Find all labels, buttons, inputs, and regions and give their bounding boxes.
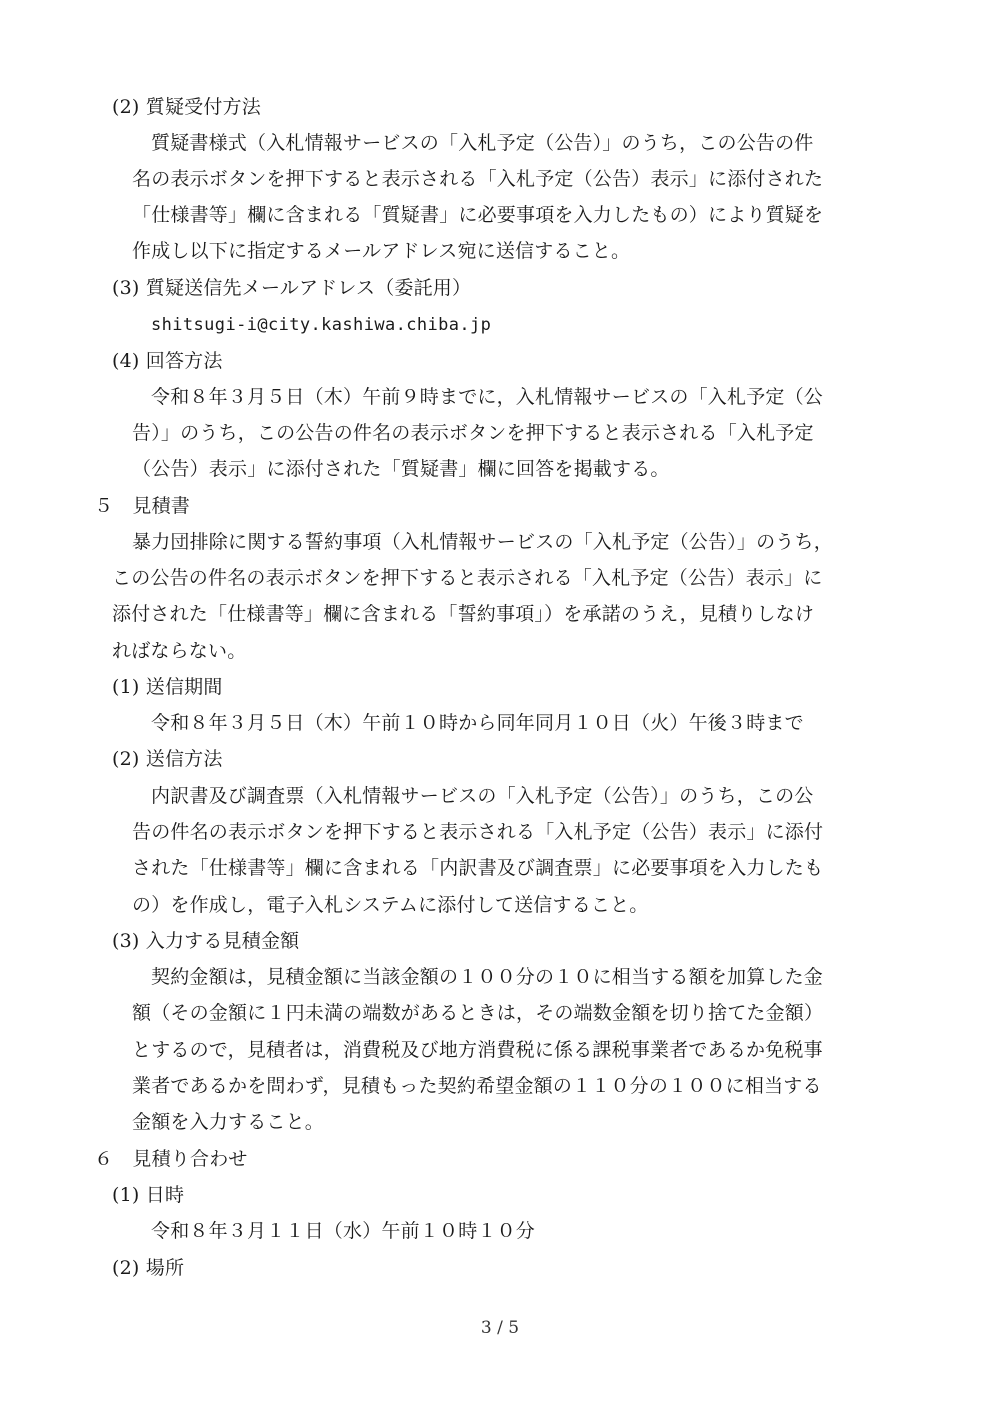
paragraph-line: 「仕様書等」欄に含まれる「質疑書」に必要事項を入力したもの）により質疑を xyxy=(132,204,824,226)
paragraph-line: 金額を入力すること。 xyxy=(132,1111,325,1133)
email-address: shitsugi-i@city.kashiwa.chiba.jp xyxy=(151,315,492,335)
paragraph-line: 業者であるかを問わず，見積もった契約希望金額の１１０分の１００に相当する xyxy=(132,1075,822,1097)
paragraph-line: 令和８年３月５日（木）午前９時までに，入札情報サービスの「入札予定（公 xyxy=(151,386,824,408)
subheading: (2) 送信方法 xyxy=(112,748,223,770)
paragraph-line: 告）」のうち，この公告の件名の表示ボタンを押下すると表示される「入札予定 xyxy=(132,422,814,444)
subheading: (1) 送信期間 xyxy=(112,676,223,698)
subheading: (2) 質疑受付方法 xyxy=(112,96,261,118)
paragraph-line: の）を作成し，電子入札システムに添付して送信すること。 xyxy=(132,894,649,916)
subheading: (4) 回答方法 xyxy=(112,350,223,372)
subheading: (1) 日時 xyxy=(112,1184,185,1206)
subheading: (3) 入力する見積金額 xyxy=(112,930,300,952)
paragraph-line: とするので，見積者は，消費税及び地方消費税に係る課税事業者であるか免税事 xyxy=(132,1039,823,1061)
paragraph-line: この公告の件名の表示ボタンを押下すると表示される「入札予定（公告）表示」に xyxy=(112,567,823,589)
paragraph-line: 暴力団排除に関する誓約事項（入札情報サービスの「入札予定（公告）」のうち， xyxy=(132,531,833,553)
section-heading: ５ 見積書 xyxy=(94,495,191,517)
paragraph-line: 告の件名の表示ボタンを押下すると表示される「入札予定（公告）表示」に添付 xyxy=(132,821,824,843)
paragraph-line: ればならない。 xyxy=(112,640,247,662)
paragraph-line: 令和８年３月５日（木）午前１０時から同年同月１０日（火）午後３時まで xyxy=(151,712,804,734)
subheading: (2) 場所 xyxy=(112,1257,185,1279)
paragraph-line: 名の表示ボタンを押下すると表示される「入札予定（公告）表示」に添付された xyxy=(132,168,824,190)
paragraph-line: （公告）表示」に添付された「質疑書」欄に回答を掲載する。 xyxy=(132,458,670,480)
paragraph-line: 添付された「仕様書等」欄に含まれる「誓約事項」）を承諾のうえ，見積りしなけ xyxy=(112,603,815,625)
paragraph-line: 契約金額は，見積金額に当該金額の１００分の１０に相当する額を加算した金 xyxy=(151,966,824,988)
subheading: (3) 質疑送信先メールアドレス（委託用） xyxy=(112,277,472,299)
section-heading: ６ 見積り合わせ xyxy=(94,1148,248,1170)
paragraph-line: された「仕様書等」欄に含まれる「内訳書及び調査票」に必要事項を入力したも xyxy=(132,857,824,879)
paragraph-line: 額（その金額に１円未満の端数があるときは，その端数金額を切り捨てた金額） xyxy=(132,1002,824,1024)
page-number: 3 / 5 xyxy=(480,1318,520,1338)
paragraph-line: 内訳書及び調査票（入札情報サービスの「入札予定（公告）」のうち，この公 xyxy=(151,785,814,807)
paragraph-line: 令和８年３月１１日（水）午前１０時１０分 xyxy=(151,1220,536,1242)
paragraph-line: 質疑書様式（入札情報サービスの「入札予定（公告）」のうち，この公告の件 xyxy=(151,132,814,154)
paragraph-line: 作成し以下に指定するメールアドレス宛に送信すること。 xyxy=(132,240,631,262)
